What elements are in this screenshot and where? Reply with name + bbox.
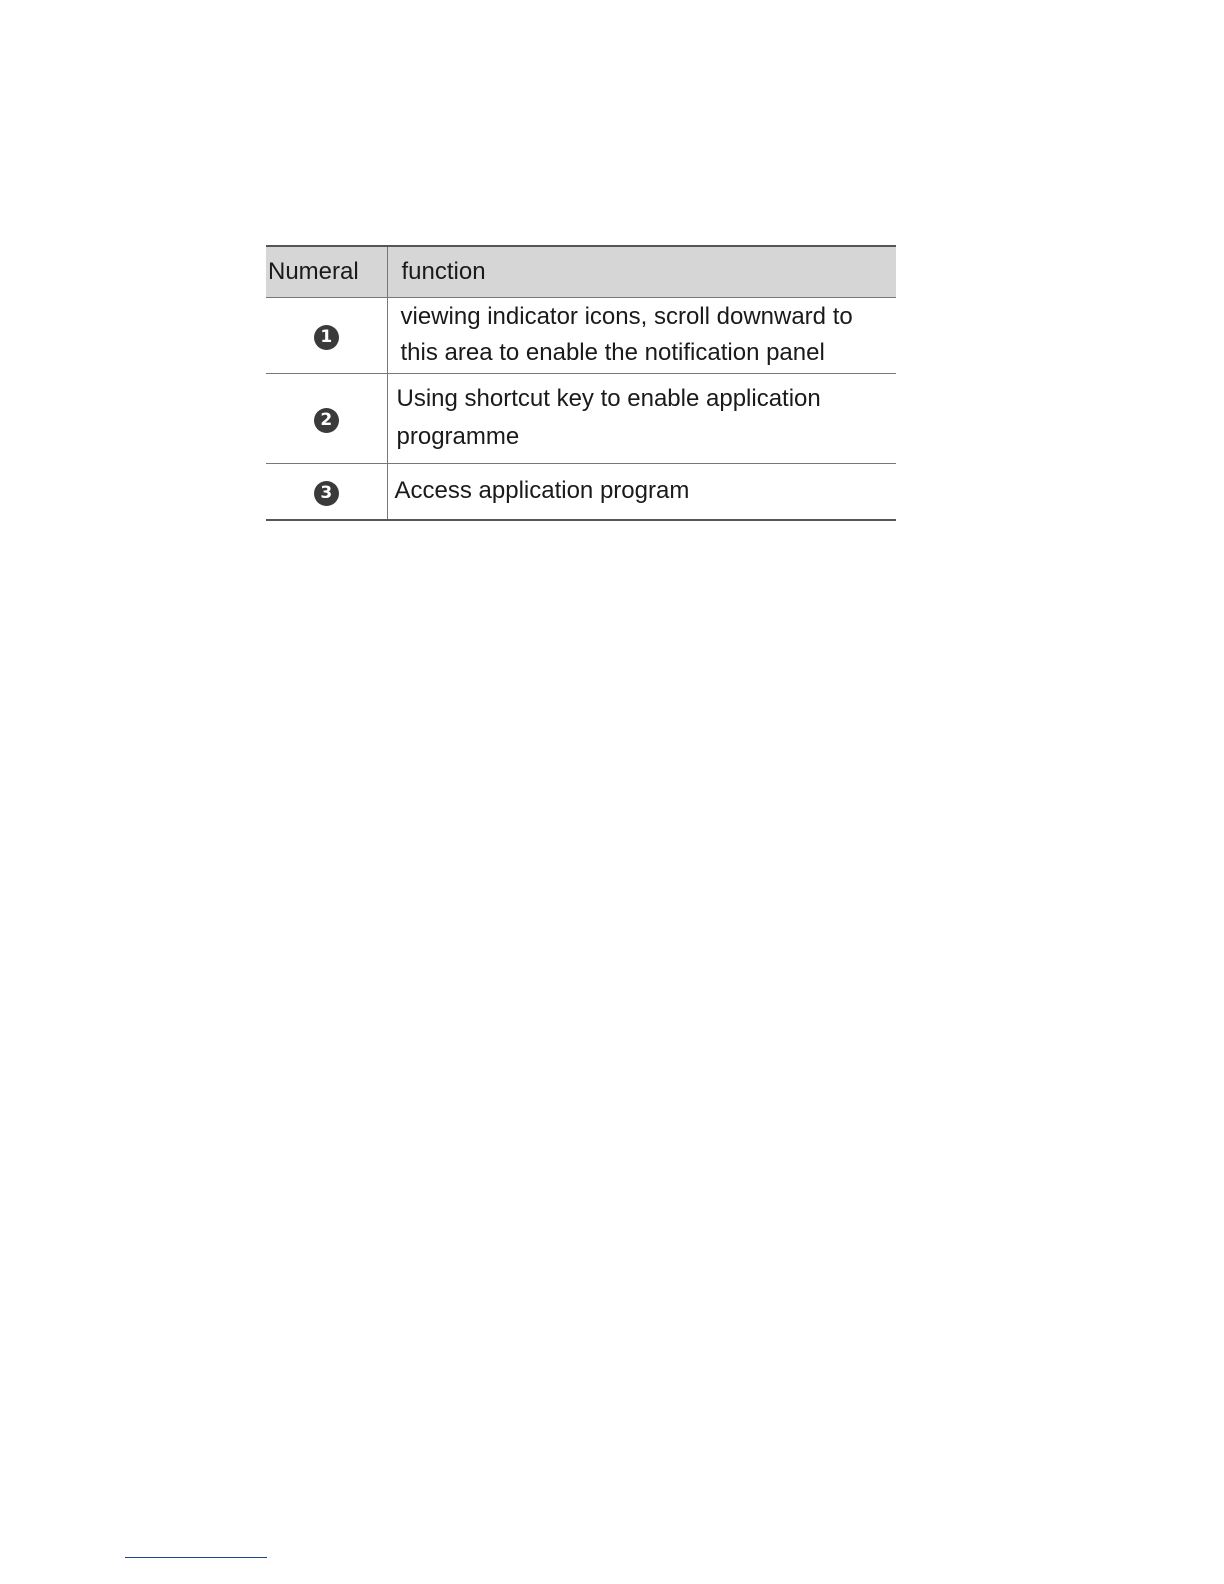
circled-number-one-icon: 1 xyxy=(314,325,339,350)
table-row xyxy=(266,463,896,520)
numeral-column-header: Numeral xyxy=(266,246,387,297)
circled-number-two-icon: 2 xyxy=(314,408,339,433)
function-description: Access application program xyxy=(387,463,896,520)
table-row xyxy=(266,297,896,373)
table-row xyxy=(266,373,896,463)
footnote-separator-line xyxy=(125,1557,267,1558)
table-header-row xyxy=(266,246,896,297)
numeral-cell xyxy=(266,463,387,520)
numeral-function-table xyxy=(266,245,896,521)
circled-number-three-icon: 3 xyxy=(314,481,339,506)
function-description: Using shortcut key to enable application programme xyxy=(387,373,896,463)
function-column-header: function xyxy=(387,246,896,297)
function-description: viewing indicator icons, scroll downward to this area to enable the notification panel xyxy=(387,297,896,373)
numeral-cell xyxy=(266,373,387,463)
numeral-cell xyxy=(266,297,387,373)
